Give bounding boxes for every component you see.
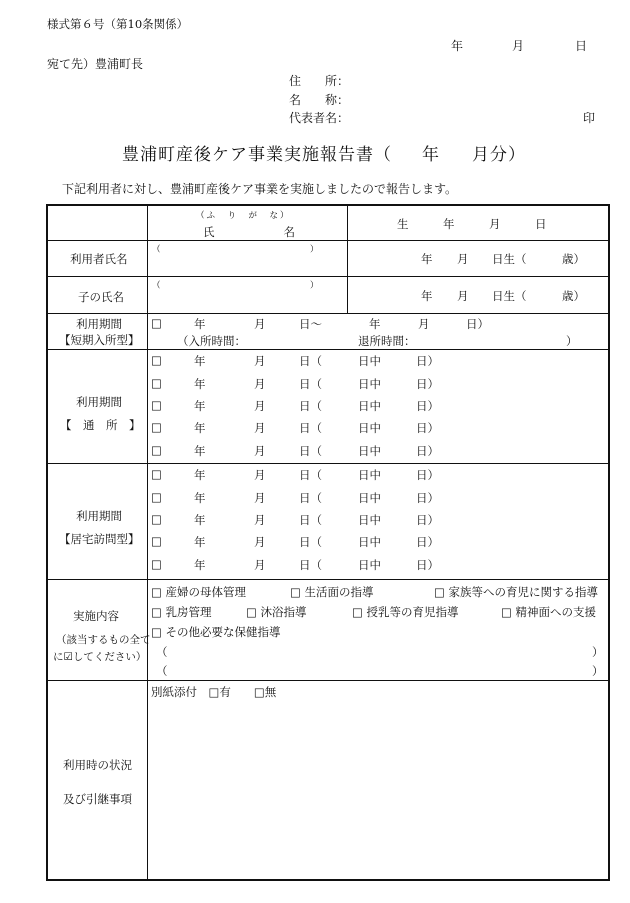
content-item-breast-care[interactable]: □ 乳房管理 <box>151 605 212 619</box>
day-use-row-1-nichu: 日中 <box>358 354 381 368</box>
child-birth-day: 日生（ <box>492 289 527 303</box>
home-visit-row-5-nichu: 日中 <box>358 558 381 572</box>
form-number: 様式第６号（第10条関係） <box>47 17 189 31</box>
attachment-checkboxes[interactable]: 別紙添付 □有 □無 <box>151 685 277 699</box>
home-visit-row-2-month: 月 <box>254 491 266 505</box>
home-visit-row-3-day: 日（ <box>299 513 322 527</box>
home-visit-row-1-checkbox[interactable]: □ <box>151 467 162 481</box>
child-name-label: 子の氏名 <box>78 290 124 304</box>
address-label: 住 所： <box>289 74 350 88</box>
short-stay-start-day: 日～ <box>299 317 322 331</box>
home-visit-row-4-month: 月 <box>254 535 266 549</box>
home-visit-row-2-year: 年 <box>194 491 206 505</box>
home-visit-row-3-nichu: 日中 <box>358 513 381 527</box>
user-birth-month: 月 <box>457 252 469 266</box>
home-visit-row-2-days: 日） <box>416 491 439 505</box>
user-age: 歳） <box>562 252 585 266</box>
admit-time-label: （入所時間： <box>177 334 246 348</box>
short-stay-end-year: 年 <box>369 317 381 331</box>
home-visit-row-5-month: 月 <box>254 558 266 572</box>
day-use-row-2-days: 日） <box>416 377 439 391</box>
content-item-daily-life-guidance[interactable]: □ 生活面の指導 <box>290 585 374 599</box>
day-use-row-2-month: 月 <box>254 377 266 391</box>
user-name-label: 利用者氏名 <box>70 252 128 266</box>
row-divider <box>48 680 608 681</box>
content-item-bathing-guidance[interactable]: □ 沐浴指導 <box>246 605 307 619</box>
row-divider <box>48 463 608 464</box>
day-use-row-5-month: 月 <box>254 444 266 458</box>
child-birth-year: 年 <box>421 289 433 303</box>
day-use-type-label: 【 通 所 】 <box>60 418 141 432</box>
discharge-time-label: 退所時間： <box>358 334 416 348</box>
content-other-close-1: ） <box>592 645 604 659</box>
home-visit-row-4-day: 日（ <box>299 535 322 549</box>
home-visit-row-5-checkbox[interactable]: □ <box>151 557 162 571</box>
content-label: 実施内容 <box>73 609 119 623</box>
home-visit-row-2-checkbox[interactable]: □ <box>151 490 162 504</box>
day-use-row-4-day: 日（ <box>299 421 322 435</box>
day-use-row-4-days: 日） <box>416 421 439 435</box>
date-day: 日 <box>575 39 588 53</box>
home-visit-row-5-day: 日（ <box>299 558 322 572</box>
short-stay-period-label: 利用期間 <box>76 317 122 331</box>
content-note-line2: に☑してください） <box>53 651 147 663</box>
child-birth-month: 月 <box>457 289 469 303</box>
short-stay-type-label: 【短期入所型】 <box>59 333 140 347</box>
content-note-line1: （該当するもの全て <box>56 634 151 646</box>
day-use-row-3-nichu: 日中 <box>358 399 381 413</box>
title-main: 豊浦町産後ケア事業実施報告書（ <box>122 145 392 165</box>
status-label-line2: 及び引継事項 <box>63 792 132 806</box>
day-use-row-3-day: 日（ <box>299 399 322 413</box>
short-stay-start-year: 年 <box>194 317 206 331</box>
day-use-row-1-checkbox[interactable]: □ <box>151 353 162 367</box>
col-divider-left <box>147 206 148 879</box>
home-visit-row-3-month: 月 <box>254 513 266 527</box>
day-use-row-3-year: 年 <box>194 399 206 413</box>
day-use-row-4-month: 月 <box>254 421 266 435</box>
name-header: 氏 名 <box>203 225 295 239</box>
home-visit-row-4-checkbox[interactable]: □ <box>151 534 162 548</box>
content-item-maternal-care[interactable]: □ 産婦の母体管理 <box>151 585 247 599</box>
furigana-header: （ふ り が な） <box>196 211 291 221</box>
home-visit-row-1-nichu: 日中 <box>358 468 381 482</box>
short-stay-end-day: 日） <box>466 317 489 331</box>
day-use-row-3-checkbox[interactable]: □ <box>151 398 162 412</box>
day-use-row-5-days: 日） <box>416 444 439 458</box>
day-use-row-2-year: 年 <box>194 377 206 391</box>
day-use-row-2-day: 日（ <box>299 377 322 391</box>
user-furigana-close: ） <box>310 245 319 255</box>
home-visit-row-1-day: 日（ <box>299 468 322 482</box>
day-use-row-5-year: 年 <box>194 444 206 458</box>
row-divider <box>48 240 608 241</box>
row-divider <box>48 313 608 314</box>
day-use-row-4-checkbox[interactable]: □ <box>151 420 162 434</box>
day-use-period-label: 利用期間 <box>76 395 122 409</box>
status-label-line1: 利用時の状況 <box>63 758 132 772</box>
row-divider <box>48 349 608 350</box>
day-use-row-1-month: 月 <box>254 354 266 368</box>
day-use-row-5-checkbox[interactable]: □ <box>151 443 162 457</box>
home-visit-row-3-checkbox[interactable]: □ <box>151 512 162 526</box>
home-visit-row-4-nichu: 日中 <box>358 535 381 549</box>
content-item-other-guidance[interactable]: □ その他必要な保健指導 <box>151 625 281 639</box>
birth-header: 生 年 月 日 <box>397 217 547 231</box>
home-visit-row-1-month: 月 <box>254 468 266 482</box>
day-use-row-4-year: 年 <box>194 421 206 435</box>
day-use-row-5-day: 日（ <box>299 444 322 458</box>
day-use-row-3-days: 日） <box>416 399 439 413</box>
content-other-open-2: （ <box>156 664 168 678</box>
content-other-open-1: （ <box>156 645 168 659</box>
content-other-close-2: ） <box>592 664 604 678</box>
day-use-row-2-checkbox[interactable]: □ <box>151 376 162 390</box>
short-stay-start-month: 月 <box>254 317 266 331</box>
day-use-row-5-nichu: 日中 <box>358 444 381 458</box>
home-visit-type-label: 【居宅訪問型】 <box>59 532 140 546</box>
seal-mark: 印 <box>583 111 596 125</box>
day-use-row-1-day: 日（ <box>299 354 322 368</box>
child-furigana-close: ） <box>310 281 319 291</box>
representative-label: 代表者名： <box>289 111 350 125</box>
row-divider <box>48 276 608 277</box>
day-use-row-1-year: 年 <box>194 354 206 368</box>
addressee: 宛て先）豊浦町長 <box>47 57 144 71</box>
col-divider-mid <box>347 206 348 313</box>
user-birth-day: 日生（ <box>492 252 527 266</box>
report-form-table <box>46 204 610 881</box>
home-visit-period-label: 利用期間 <box>76 509 122 523</box>
intro-text: 下記利用者に対し、豊浦町産後ケア事業を実施しましたので報告します。 <box>62 182 458 196</box>
short-stay-close-paren: ） <box>566 334 578 348</box>
home-visit-row-4-year: 年 <box>194 535 206 549</box>
short-stay-end-month: 月 <box>418 317 430 331</box>
child-age: 歳） <box>562 289 585 303</box>
home-visit-row-1-year: 年 <box>194 468 206 482</box>
date-year: 年 <box>451 39 464 53</box>
home-visit-row-5-days: 日） <box>416 558 439 572</box>
user-furigana-open: （ <box>152 245 161 255</box>
row-divider <box>48 579 608 580</box>
child-furigana-open: （ <box>152 281 161 291</box>
title-month: 月分） <box>472 145 526 165</box>
home-visit-row-4-days: 日） <box>416 535 439 549</box>
day-use-row-3-month: 月 <box>254 399 266 413</box>
content-item-mental-support[interactable]: □ 精神面への支援 <box>501 605 597 619</box>
day-use-row-1-days: 日） <box>416 354 439 368</box>
name-label: 名 称： <box>289 93 350 107</box>
content-item-feeding-guidance[interactable]: □ 授乳等の育児指導 <box>352 605 459 619</box>
user-birth-year: 年 <box>421 252 433 266</box>
home-visit-row-1-days: 日） <box>416 468 439 482</box>
short-stay-checkbox[interactable]: □ <box>151 316 162 330</box>
home-visit-row-3-year: 年 <box>194 513 206 527</box>
day-use-row-4-nichu: 日中 <box>358 421 381 435</box>
content-item-family-childcare-guidance[interactable]: □ 家族等への育児に関する指導 <box>434 585 599 599</box>
day-use-row-2-nichu: 日中 <box>358 377 381 391</box>
date-month: 月 <box>512 39 525 53</box>
home-visit-row-2-day: 日（ <box>299 491 322 505</box>
home-visit-row-3-days: 日） <box>416 513 439 527</box>
home-visit-row-2-nichu: 日中 <box>358 491 381 505</box>
title-year: 年 <box>422 145 440 165</box>
home-visit-row-5-year: 年 <box>194 558 206 572</box>
